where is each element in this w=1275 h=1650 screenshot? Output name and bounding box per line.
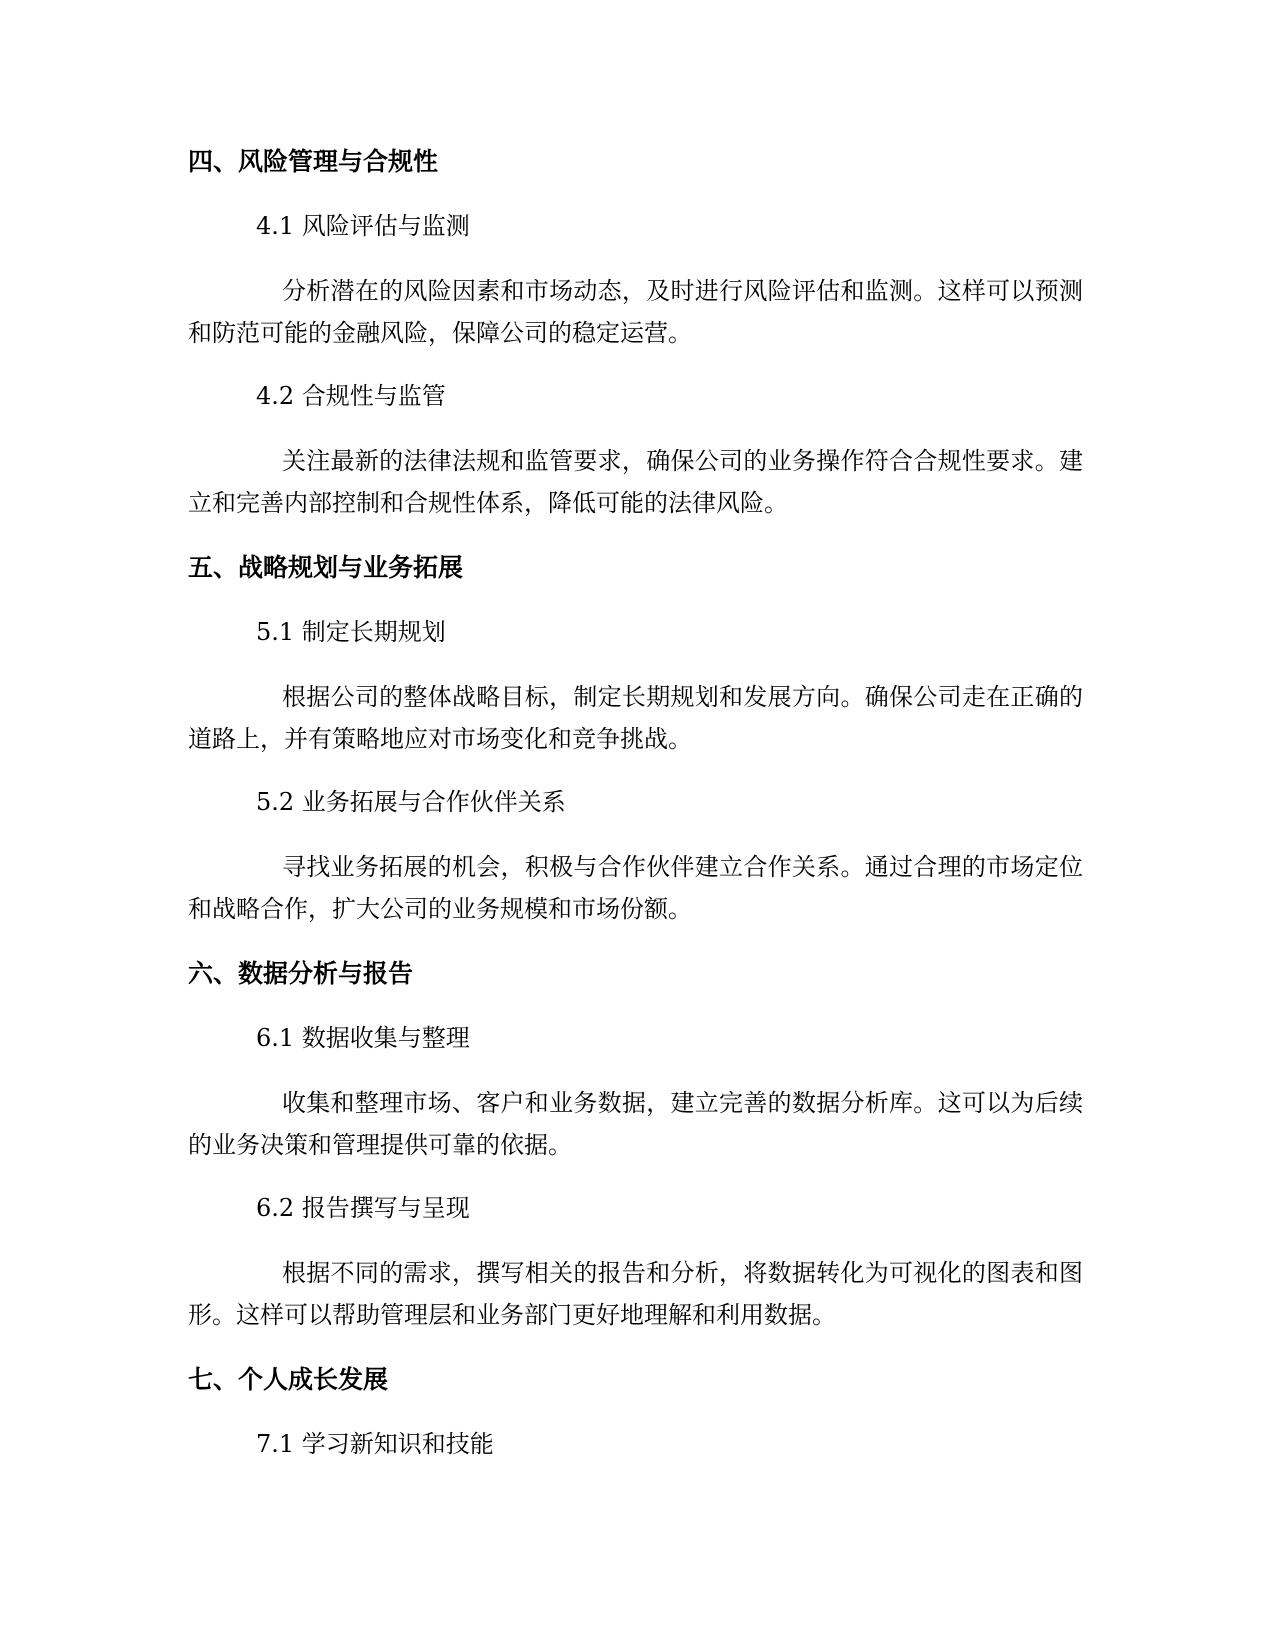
paragraph-6-1: 收集和整理市场、客户和业务数据，建立完善的数据分析库。这可以为后续的业务决策和管理提供可靠的依据。	[188, 1089, 1083, 1159]
subsection-heading-4-1: 4.1 风险评估与监测	[256, 212, 470, 240]
paragraph-5-1: 根据公司的整体战略目标，制定长期规划和发展方向。确保公司走在正确的道路上，并有策略地应对市场变化和竞争挑战。	[188, 683, 1083, 753]
subsection-heading-5-2: 5.2 业务拓展与合作伙伴关系	[256, 788, 566, 816]
section-heading-7: 七、个人成长发展	[188, 1365, 389, 1394]
paragraph-4-2: 关注最新的法律法规和监管要求，确保公司的业务操作符合合规性要求。建立和完善内部控制和合规性体系，降低可能的法律风险。	[188, 447, 1083, 517]
document-body	[188, 142, 1083, 1464]
paragraph-5-2: 寻找业务拓展的机会，积极与合作伙伴建立合作关系。通过合理的市场定位和战略合作，扩大公司的业务规模和市场份额。	[188, 853, 1083, 923]
subsection-heading-4-2: 4.2 合规性与监管	[256, 382, 446, 410]
paragraph-4-1: 分析潜在的风险因素和市场动态，及时进行风险评估和监测。这样可以预测和防范可能的金融风险，保障公司的稳定运营。	[188, 277, 1083, 347]
section-heading-6: 六、数据分析与报告	[188, 959, 414, 988]
subsection-heading-6-1: 6.1 数据收集与整理	[256, 1024, 470, 1052]
paragraph-6-2: 根据不同的需求，撰写相关的报告和分析，将数据转化为可视化的图表和图形。这样可以帮助管理层和业务部门更好地理解和利用数据。	[188, 1259, 1083, 1329]
subsection-heading-5-1: 5.1 制定长期规划	[256, 618, 446, 646]
subsection-heading-6-2: 6.2 报告撰写与呈现	[256, 1194, 470, 1222]
section-heading-4: 四、风险管理与合规性	[188, 147, 439, 176]
subsection-heading-7-1: 7.1 学习新知识和技能	[256, 1430, 494, 1458]
section-heading-5: 五、战略规划与业务拓展	[188, 553, 464, 582]
